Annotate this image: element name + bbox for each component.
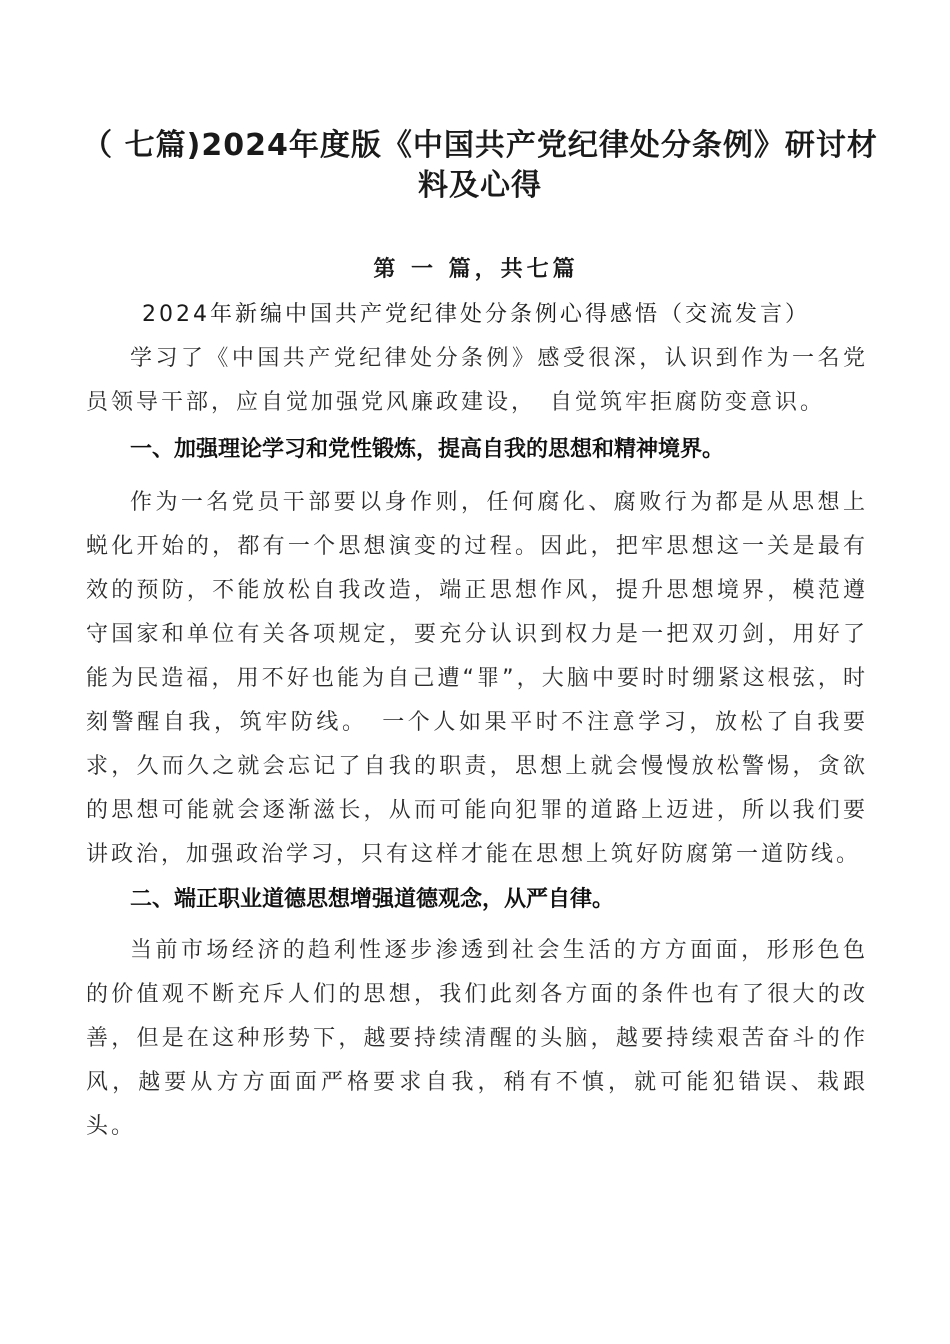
- body-paragraph-one: 作为一名党员干部要以身作则，任何腐化、腐败行为都是从思想上蜕化开始的，都有一个思想演变的过程。因此，把牢思想这一关是最有效的预防，不能放松自我改造，端正思想作风，提升思想境界，模范遵守国家和单位有关各项规定，要充分认识到权力是一把双刃剑，用好了能为民造福，用不好也能为自己遭“罪”，大脑中要时时绷紧这根弦，时刻警醒自我，筑牢防线。 一个人如果平时不注意学习，放松了自我要求，久而久之就会忘记了自我的职责，思想上就会慢慢放松警惕，贪欲的思想可能就会逐渐滋长，从而可能向犯罪的道路上迈进，所以我们要讲政治，加强政治学习，只有这样才能在思想上筑好防腐第一道防线。: [86, 490, 868, 867]
- document-body: [86, 337, 868, 1149]
- body-paragraph-two: 当前市场经济的趋利性逐步渗透到社会生活的方方面面，形形色色的价值观不断充斥人们的思想，我们此刻各方面的条件也有了很大的改善，但是在这种形势下，越要持续清醒的头脑，越要持续艰苦奋斗的作风，越要从方方面面严格要求自我，稍有不慎，就可能犯错误、栽跟头。: [86, 938, 868, 1139]
- section-heading: 第 一 篇，共七篇: [373, 257, 579, 282]
- document-title: （ 七篇)2024年度版《中国共产党纪律处分条例》研讨材料及心得: [82, 128, 878, 203]
- heading-two: 二、端正职业道德思想增强道德观念，从严自律。: [130, 887, 615, 912]
- article-subtitle: 2024年新编中国共产党纪律处分条例心得感悟（交流发言）: [142, 302, 810, 327]
- intro-paragraph: 学习了《中国共产党纪律处分条例》感受很深，认识到作为一名党员领导干部，应自觉加强党风廉政建设， 自觉筑牢拒腐防变意识。: [86, 346, 868, 415]
- heading-one: 一、加强理论学习和党性锻炼，提高自我的思想和精神境界。: [130, 437, 725, 462]
